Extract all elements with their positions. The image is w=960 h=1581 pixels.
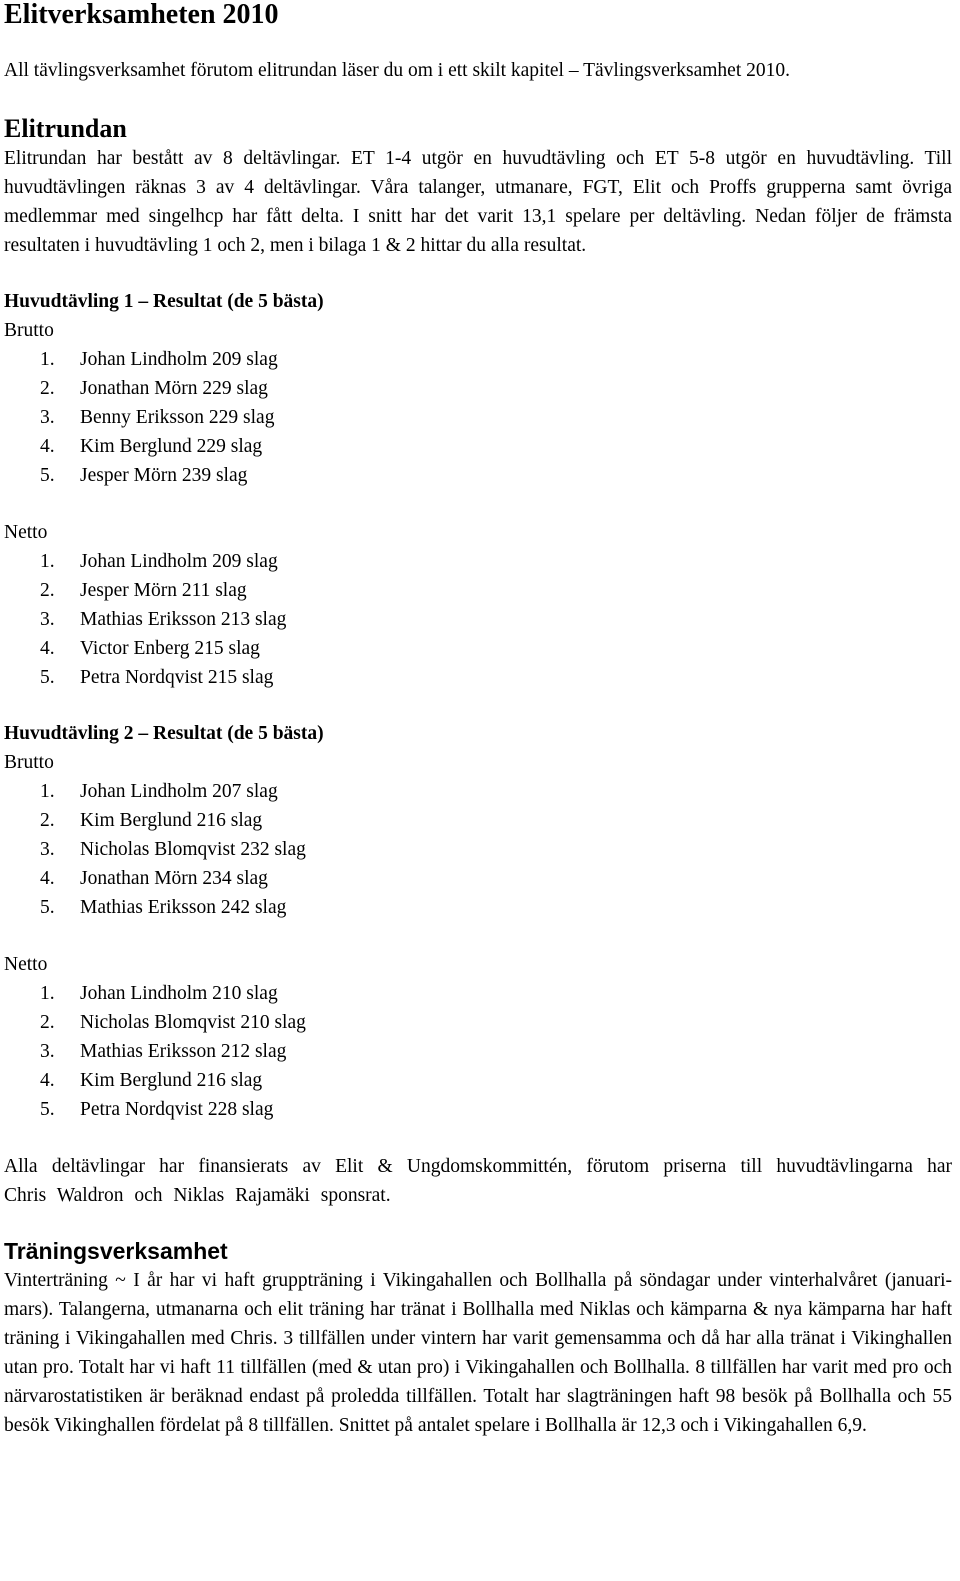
- rank-number: 5.: [40, 667, 55, 688]
- rank-number: 5.: [40, 1099, 55, 1120]
- list-item: [40, 1008, 952, 1037]
- competition-title: Huvudtävling 1 – Resultat (de 5 bästa): [4, 291, 324, 312]
- list-item: [40, 777, 952, 806]
- list-item: [40, 864, 952, 893]
- result-text: Kim Berglund 229 slag: [80, 436, 263, 457]
- list-item: [40, 345, 952, 374]
- rank-number: 1.: [40, 349, 55, 370]
- result-text: Jesper Mörn 211 slag: [80, 580, 247, 601]
- rank-number: 2.: [40, 378, 55, 399]
- result-text: Mathias Eriksson 242 slag: [80, 897, 287, 918]
- rank-number: 1.: [40, 551, 55, 572]
- rank-number: 4.: [40, 638, 55, 659]
- list-item: [40, 663, 952, 692]
- brutto-label: Brutto: [4, 752, 54, 773]
- list-item: [40, 576, 952, 605]
- rank-number: 1.: [40, 781, 55, 802]
- netto-results-list: [4, 979, 952, 1124]
- brutto-label: Brutto: [4, 320, 54, 341]
- result-text: Johan Lindholm 209 slag: [80, 551, 278, 572]
- list-item: [40, 547, 952, 576]
- result-text: Kim Berglund 216 slag: [80, 810, 263, 831]
- result-text: Jonathan Mörn 229 slag: [80, 378, 268, 399]
- rank-number: 2.: [40, 1012, 55, 1033]
- sponsor-paragraph: Alla deltävlingar har finansierats av Elit & Ungdomskommittén, förutom priserna till huvudtävlingarna har Chris Waldron och Niklas Rajamäki sponsrat.: [4, 1156, 952, 1206]
- rank-number: 1.: [40, 983, 55, 1004]
- rank-number: 3.: [40, 1041, 55, 1062]
- result-text: Johan Lindholm 210 slag: [80, 983, 278, 1004]
- elitrundan-section: [4, 114, 952, 260]
- list-item: [40, 893, 952, 922]
- result-text: Johan Lindholm 209 slag: [80, 349, 278, 370]
- page-title: Elitverksamheten 2010: [4, 0, 279, 30]
- result-text: Petra Nordqvist 228 slag: [80, 1099, 274, 1120]
- list-item: [40, 634, 952, 663]
- rank-number: 5.: [40, 465, 55, 486]
- result-text: Victor Enberg 215 slag: [80, 638, 260, 659]
- intro-paragraph: All tävlingsverksamhet förutom elitrundan läser du om i ett skilt kapitel – Tävlingsverksamhet 2010.: [4, 60, 790, 81]
- list-item: [40, 835, 952, 864]
- rank-number: 5.: [40, 897, 55, 918]
- competition-title: Huvudtävling 2 – Resultat (de 5 bästa): [4, 723, 324, 744]
- result-text: Jonathan Mörn 234 slag: [80, 868, 268, 889]
- result-text: Jesper Mörn 239 slag: [80, 465, 248, 486]
- list-item: [40, 979, 952, 1008]
- list-item: [40, 1037, 952, 1066]
- rank-number: 3.: [40, 609, 55, 630]
- competition-2: [4, 719, 952, 1124]
- elitrundan-paragraph: Elitrundan har bestått av 8 deltävlingar. ET 1-4 utgör en huvudtävling och ET 5-8 utgör en huvudtävling. Till huvudtävlingen räknas 3 av 4 deltävlingar. Våra talanger, utmanare, FGT, Elit och Proffs grupperna samt övriga medlemmar med singelhcp har fått delta. I snitt har det varit 13,1 spelare per deltävling. Nedan följer de främsta resultaten i huvudtävling 1 och 2, men i bilaga 1 & 2 hittar du alla resultat.: [4, 148, 952, 256]
- list-item: [40, 461, 952, 490]
- list-item: [40, 403, 952, 432]
- elitrundan-heading: Elitrundan: [4, 114, 127, 143]
- rank-number: 2.: [40, 580, 55, 601]
- competition-1: [4, 287, 952, 692]
- result-text: Nicholas Blomqvist 232 slag: [80, 839, 306, 860]
- list-item: [40, 605, 952, 634]
- brutto-results-list: [4, 777, 952, 922]
- list-item: [40, 374, 952, 403]
- list-item: [40, 432, 952, 461]
- result-text: Petra Nordqvist 215 slag: [80, 667, 274, 688]
- result-text: Benny Eriksson 229 slag: [80, 407, 275, 428]
- netto-results-list: [4, 547, 952, 692]
- rank-number: 4.: [40, 868, 55, 889]
- list-item: [40, 1095, 952, 1124]
- result-text: Johan Lindholm 207 slag: [80, 781, 278, 802]
- rank-number: 3.: [40, 839, 55, 860]
- list-item: [40, 806, 952, 835]
- training-section: [4, 1236, 952, 1440]
- brutto-results-list: [4, 345, 952, 490]
- result-text: Kim Berglund 216 slag: [80, 1070, 263, 1091]
- rank-number: 4.: [40, 436, 55, 457]
- rank-number: 2.: [40, 810, 55, 831]
- list-item: [40, 1066, 952, 1095]
- netto-label: Netto: [4, 954, 48, 975]
- result-text: Mathias Eriksson 212 slag: [80, 1041, 287, 1062]
- training-heading: Träningsverksamhet: [4, 1238, 228, 1264]
- result-text: Nicholas Blomqvist 210 slag: [80, 1012, 306, 1033]
- rank-number: 3.: [40, 407, 55, 428]
- training-paragraph: Vinterträning ~ I år har vi haft gruppträning i Vikingahallen och Bollhalla på söndagar under vinterhalvåret (januari-mars). Talangerna, utmanarna och elit träning har tränat i Bollhalla med Niklas och kämparna & nya kämparna har haft träning i Vikingahallen med Chris. 3 tillfällen under vintern har varit gemensamma och då har alla tränat i Vikinghallen utan pro. Totalt har vi haft 11 tillfällen (med & utan pro) i Vikingahallen och Bollhalla. 8 tillfällen har varit med pro och närvarostatistiken är beräknad endast på proledda tillfällen. Totalt har slagträningen haft 98 besök på Bollhalla och 55 besök Vikinghallen fördelat på 8 tillfällen. Snittet på antalet spelare i Bollhalla är 12,3 och i Vikingahallen 6,9.: [4, 1270, 952, 1436]
- netto-label: Netto: [4, 522, 48, 543]
- rank-number: 4.: [40, 1070, 55, 1091]
- result-text: Mathias Eriksson 213 slag: [80, 609, 287, 630]
